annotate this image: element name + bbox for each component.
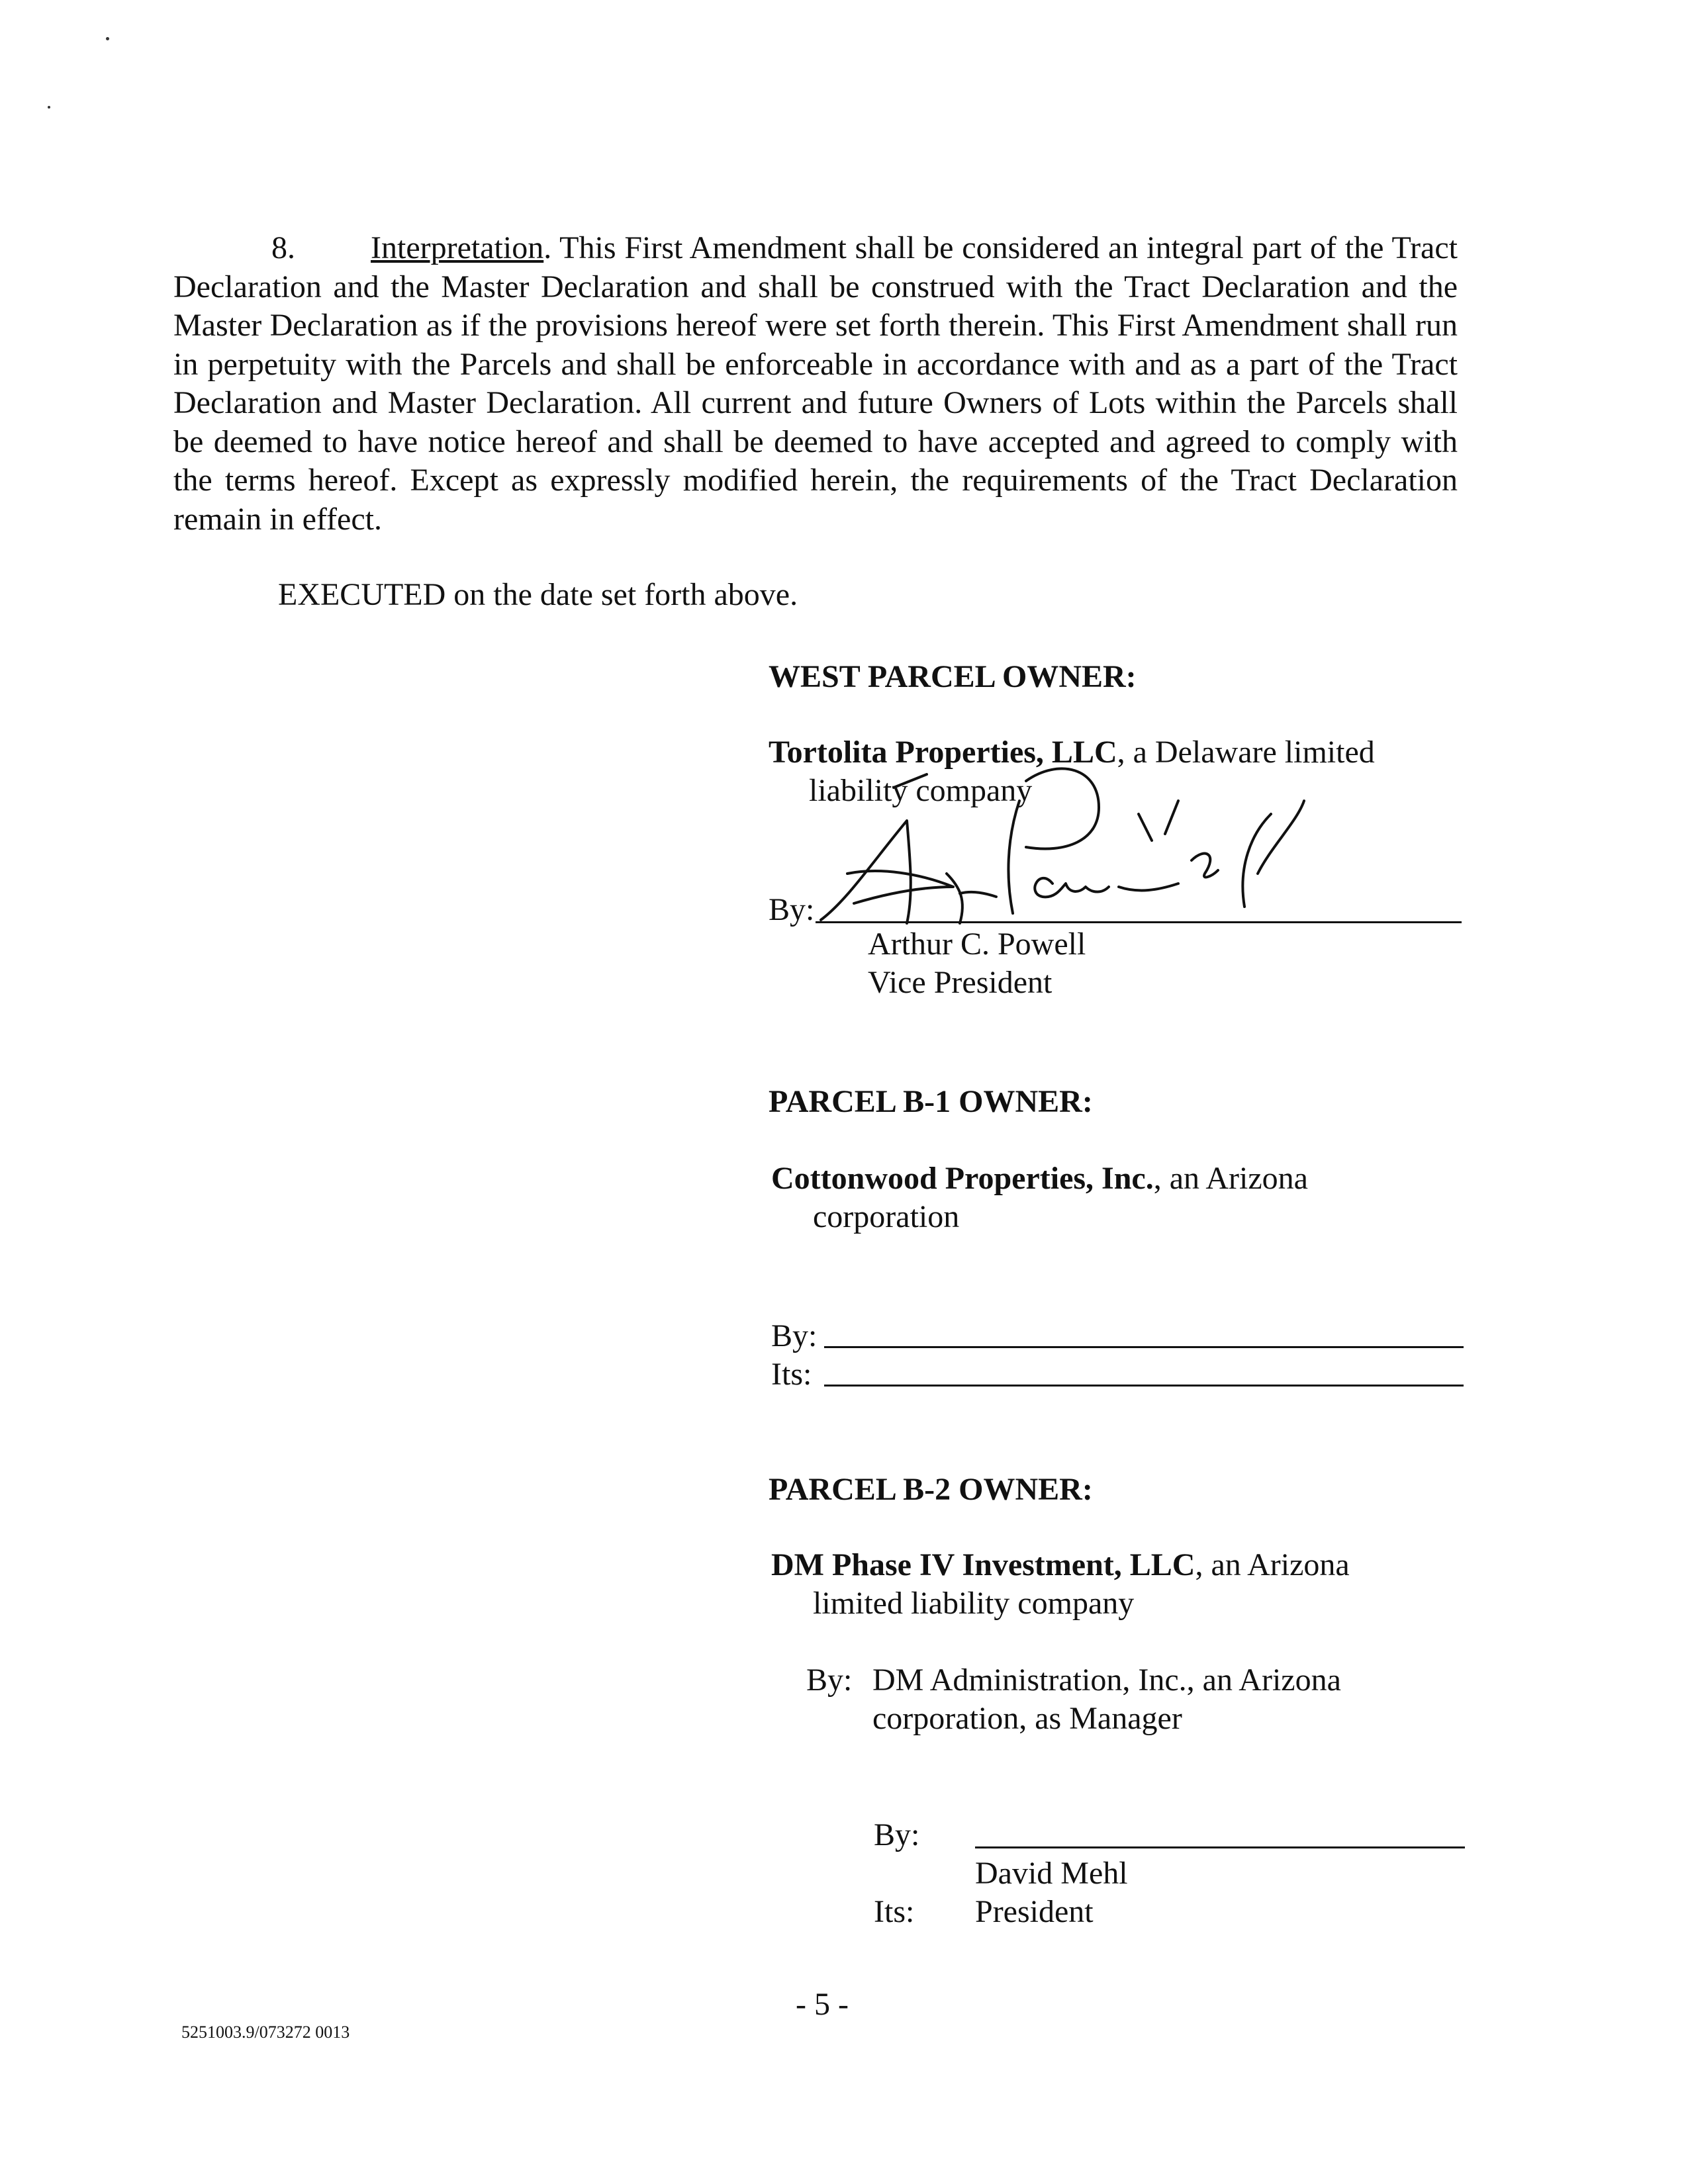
parcel-b1-entity-name: Cottonwood Properties, Inc. xyxy=(771,1161,1154,1196)
parcel-b2-title: PARCEL B-2 OWNER: xyxy=(769,1472,1093,1507)
signature-stroke xyxy=(1139,801,1178,841)
parcel-b2-manager-line1: DM Administration, Inc., an Arizona xyxy=(872,1662,1341,1698)
parcel-b1-title: PARCEL B-1 OWNER: xyxy=(769,1084,1093,1119)
west-parcel-signatory-name: Arthur C. Powell xyxy=(868,927,1086,962)
west-parcel-entity-desc: , a Delaware limited xyxy=(1117,735,1375,770)
section-8-paragraph xyxy=(173,229,1458,539)
west-parcel-entity-desc2: liability company xyxy=(809,773,1033,808)
section-number: 8. xyxy=(271,230,295,265)
west-parcel-signatory-title: Vice President xyxy=(868,965,1053,1000)
signature-stroke xyxy=(947,874,996,923)
signature-stroke xyxy=(1119,884,1178,890)
parcel-b2-entity xyxy=(771,1546,1350,1584)
scan-speck xyxy=(106,37,109,40)
signature-stroke xyxy=(1192,854,1218,878)
parcel-b1-its-label: Its: xyxy=(771,1357,812,1392)
west-parcel-by-label: By: xyxy=(769,892,815,927)
section-text: . This First Amendment shall be considered an integral part of the Tract Declaration and the Master Declaration and shall be construed with the Tract Declaration and the Master Declaration as if the provisions hereof were set forth therein. This First Amendment shall run in perpetuity with the Parcels and shall be enforceable in accordance with and as a part of the Tract Declaration and Master Declaration. All current and future Owners of Lots within the Parcels shall be deemed to have notice hereof and shall be deemed to have accepted and agreed to comply with the terms hereof. Except as expressly modified herein, the requirements of the Tract Declaration remain in effect. xyxy=(173,230,1458,537)
section-heading: Interpretation xyxy=(371,230,544,265)
parcel-b1-its-line xyxy=(824,1385,1464,1387)
parcel-b2-manager-line2: corporation, as Manager xyxy=(872,1701,1182,1736)
signature-stroke xyxy=(1242,801,1304,907)
scan-speck xyxy=(48,106,50,109)
parcel-b2-entity-name: DM Phase IV Investment, LLC xyxy=(771,1547,1195,1582)
parcel-b2-its-label: Its: xyxy=(874,1894,915,1929)
parcel-b2-entity-desc2: limited liability company xyxy=(813,1586,1135,1621)
west-parcel-title: WEST PARCEL OWNER: xyxy=(769,659,1137,694)
executed-line: EXECUTED on the date set forth above. xyxy=(278,577,798,612)
parcel-b2-manager-by-label: By: xyxy=(806,1662,853,1698)
west-parcel-entity-name: Tortolita Properties, LLC xyxy=(769,735,1117,770)
signature-stroke xyxy=(894,774,1019,913)
page-number: - 5 - xyxy=(796,1987,849,2022)
document-id: 5251003.9/073272 0013 xyxy=(181,2023,350,2042)
parcel-b2-signatory-title: President xyxy=(975,1894,1094,1929)
signature-stroke xyxy=(1035,878,1109,897)
parcel-b1-entity xyxy=(771,1160,1308,1198)
parcel-b1-entity-desc2: corporation xyxy=(813,1199,960,1234)
parcel-b2-signatory-name: David Mehl xyxy=(975,1856,1128,1891)
signature-stroke xyxy=(1026,768,1099,848)
parcel-b1-by-line xyxy=(824,1346,1464,1348)
parcel-b1-by-label: By: xyxy=(771,1318,818,1353)
parcel-b1-entity-desc: , an Arizona xyxy=(1153,1161,1308,1196)
parcel-b2-entity-desc: , an Arizona xyxy=(1195,1547,1350,1582)
parcel-b2-by-label: By: xyxy=(874,1817,920,1852)
signature-image xyxy=(808,761,1311,933)
parcel-b2-signature-line xyxy=(975,1846,1465,1848)
